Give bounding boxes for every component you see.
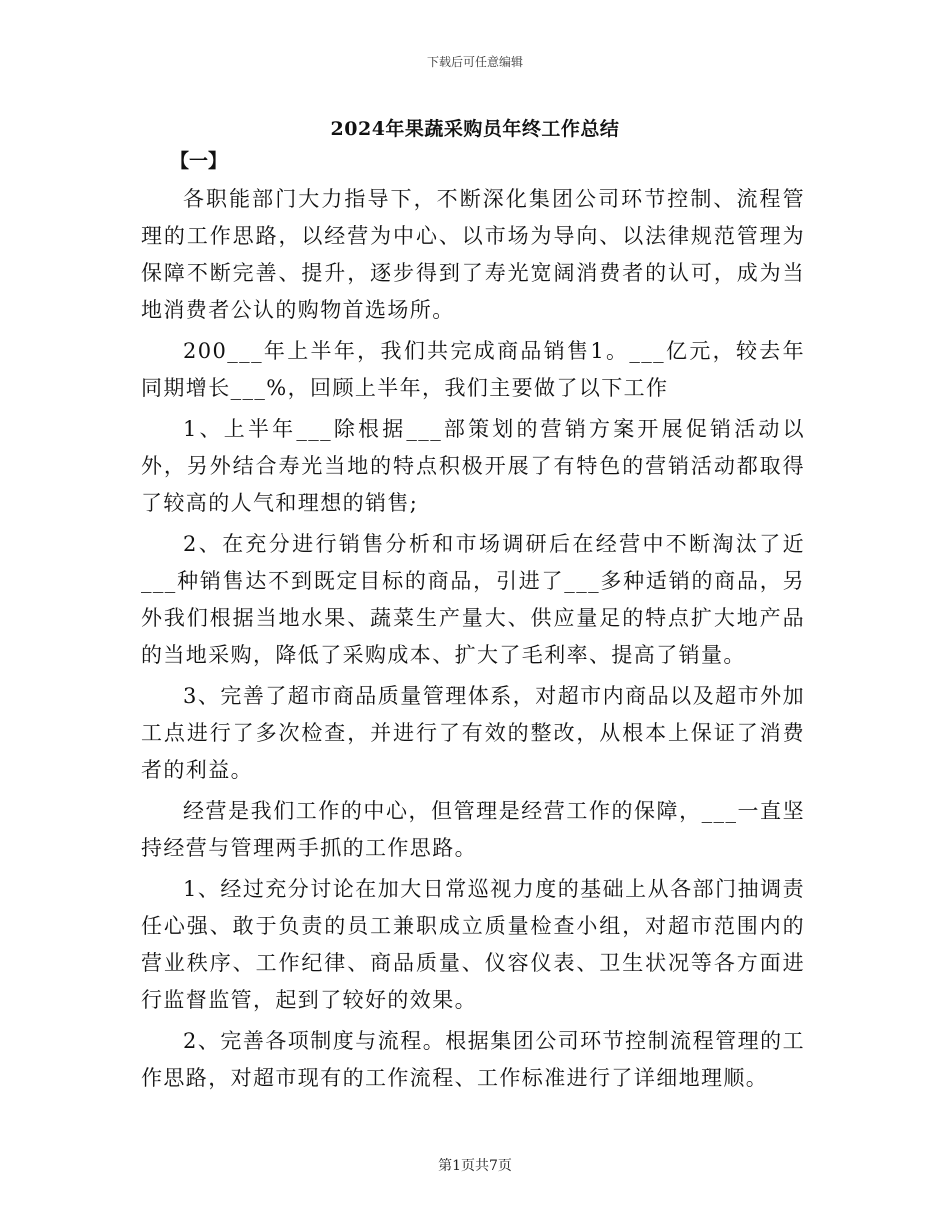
- section-marker: 【一】: [170, 150, 228, 172]
- paragraph-management-item-2: 2、完善各项制度与流程。根据集团公司环节控制流程管理的工作思路，对超市现有的工作流程、工作标准进行了详细地理顺。: [141, 1029, 805, 1090]
- paragraph-management: 经营是我们工作的中心，但管理是经营工作的保障，___一直坚持经营与管理两手抓的工作思路。: [141, 799, 805, 860]
- page-number: 第1页共7页: [438, 1158, 512, 1174]
- paragraph-sales-summary: 200___年上半年，我们共完成商品销售1。___亿元，较去年同期增长___%，回顾上半年，我们主要做了以下工作: [141, 339, 805, 400]
- paragraph-item-3-quality: 3、完善了超市商品质量管理体系，对超市内商品以及超市外加工点进行了多次检查，并进行了有效的整改，从根本上保证了消费者的利益。: [141, 684, 805, 782]
- paragraph-item-1-marketing: 1、上半年___除根据___部策划的营销方案开展促销活动以外，另外结合寿光当地的特点积极开展了有特色的营销活动都取得了较高的人气和理想的销售;: [141, 417, 805, 515]
- document-title: 2024年果蔬采购员年终工作总结: [330, 118, 620, 140]
- paragraph-management-item-1: 1、经过充分讨论在加大日常巡视力度的基础上从各部门抽调责任心强、敢于负责的员工兼职成立质量检查小组，对超市范围内的营业秩序、工作纪律、商品质量、仪容仪表、卫生状况等各方面进行监督监管，起到了较好的效果。: [141, 877, 805, 1012]
- paragraph-intro: 各职能部门大力指导下，不断深化集团公司环节控制、流程管理的工作思路，以经营为中心、以市场为导向、以法律规范管理为保障不断完善、提升，逐步得到了寿光宽阔消费者的认可，成为当地消费者公认的购物首选场所。: [141, 187, 805, 322]
- page-header-note: 下载后可任意编辑: [426, 55, 523, 69]
- paragraph-item-2-products: 2、在充分进行销售分析和市场调研后在经营中不断淘汰了近___种销售达不到既定目标的商品，引进了___多种适销的商品，另外我们根据当地水果、蔬菜生产量大、供应量足的特点扩大地产品的当地采购，降低了采购成本、扩大了毛利率、提高了销量。: [141, 532, 805, 667]
- document-body: [141, 181, 805, 1101]
